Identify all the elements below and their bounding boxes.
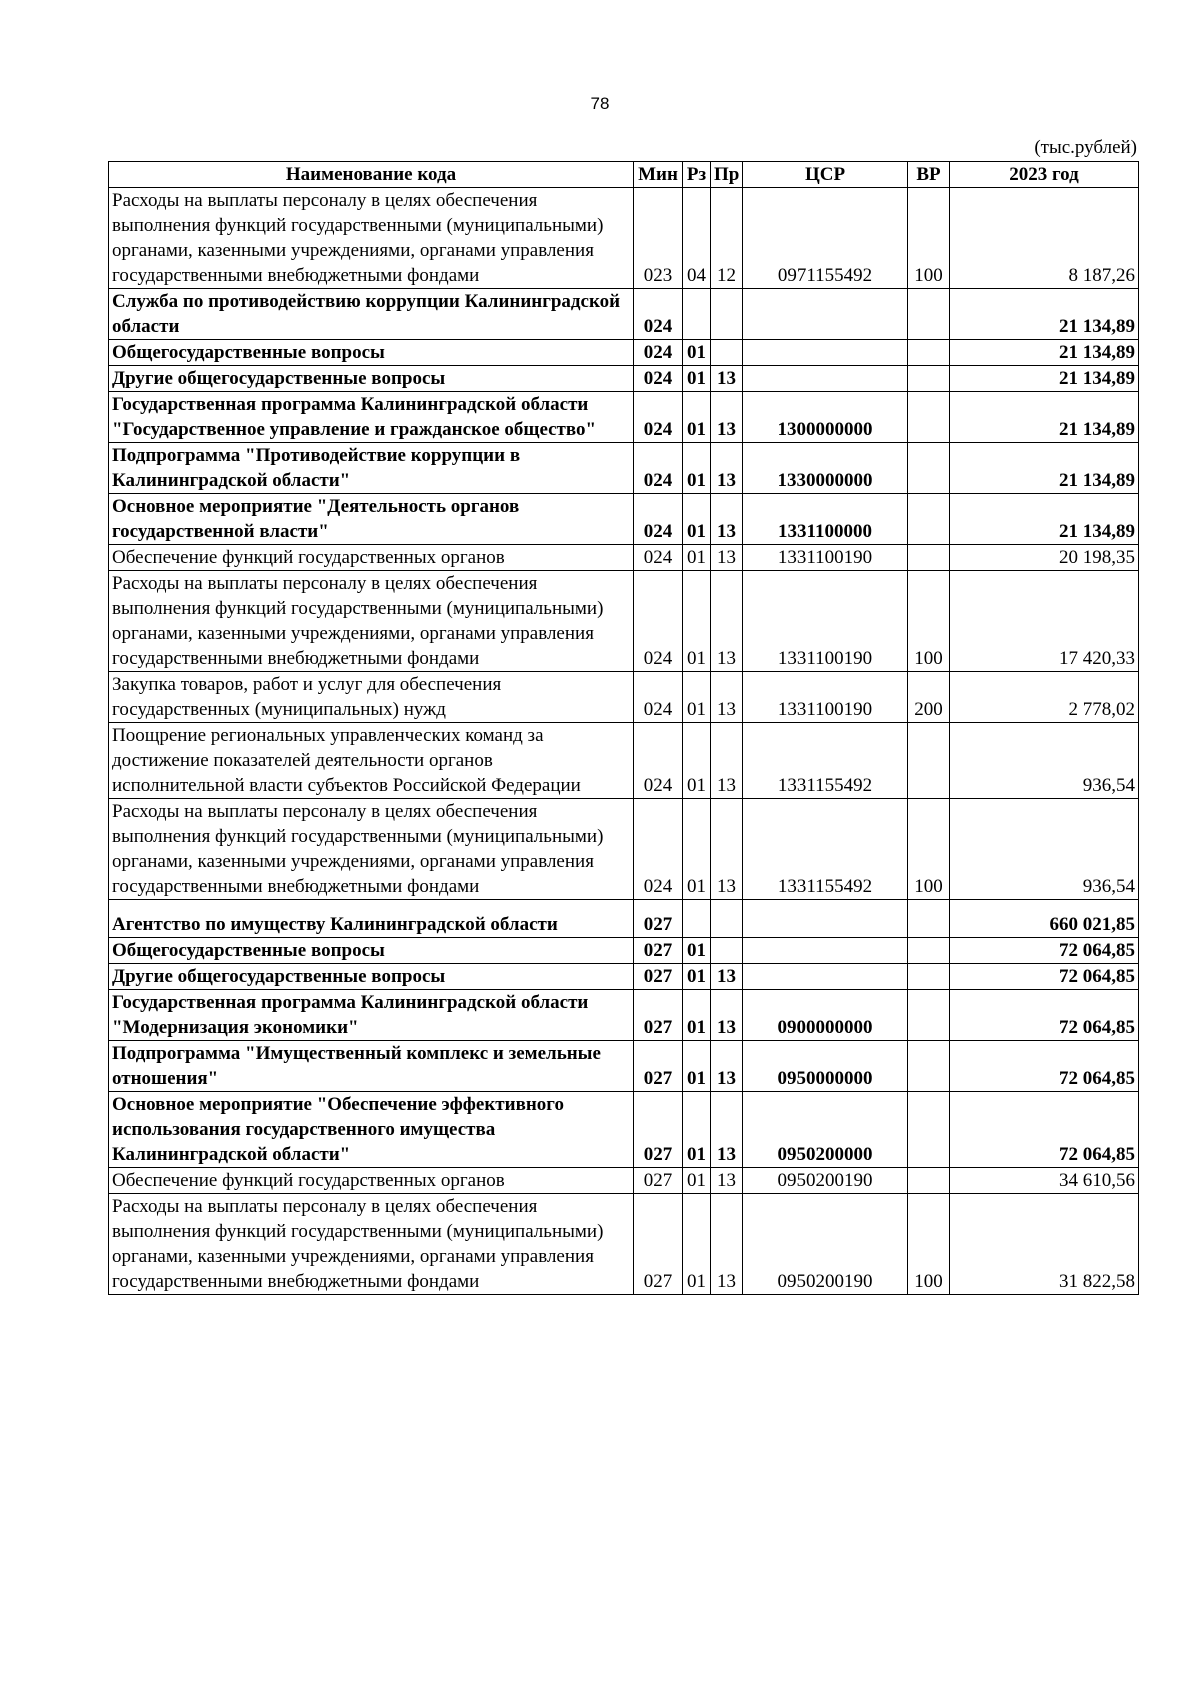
cell-csr [743,340,908,366]
cell-pr: 13 [711,1168,743,1194]
cell-min: 024 [634,340,683,366]
cell-rz: 04 [683,188,711,289]
cell-vr [908,1168,950,1194]
cell-rz: 01 [683,571,711,672]
cell-rz: 01 [683,340,711,366]
cell-name: Подпрограмма "Противодействие коррупции в Калининградской области" [109,443,634,494]
table-row [109,1168,1139,1194]
cell-csr: 1331100190 [743,672,908,723]
cell-amount: 936,54 [950,723,1139,799]
cell-csr: 0900000000 [743,990,908,1041]
cell-amount: 31 822,58 [950,1194,1139,1295]
cell-vr [908,938,950,964]
cell-pr: 13 [711,1194,743,1295]
table-header-row [109,162,1139,188]
cell-min: 024 [634,443,683,494]
cell-min: 024 [634,672,683,723]
cell-rz: 01 [683,1168,711,1194]
cell-rz: 01 [683,494,711,545]
cell-rz: 01 [683,545,711,571]
cell-vr [908,340,950,366]
cell-csr [743,938,908,964]
cell-pr [711,340,743,366]
cell-rz: 01 [683,366,711,392]
cell-name: Основное мероприятие "Деятельность органов государственной власти" [109,494,634,545]
cell-csr: 1300000000 [743,392,908,443]
cell-pr: 13 [711,443,743,494]
cell-name: Расходы на выплаты персоналу в целях обеспечения выполнения функций государственными (муниципальными) органами, казенными учреждениями, органами управления государственными внебюджетными фондами [109,571,634,672]
cell-min: 027 [634,1194,683,1295]
cell-min: 027 [634,900,683,938]
cell-pr: 13 [711,1041,743,1092]
cell-rz: 01 [683,964,711,990]
cell-amount: 936,54 [950,799,1139,900]
cell-name: Другие общегосударственные вопросы [109,964,634,990]
cell-name: Поощрение региональных управленческих команд за достижение показателей деятельности органов исполнительной власти субъектов Российской Федерации [109,723,634,799]
table-row [109,188,1139,289]
cell-rz: 01 [683,443,711,494]
cell-csr: 0950200190 [743,1194,908,1295]
table-row [109,1041,1139,1092]
cell-name: Основное мероприятие "Обеспечение эффективного использования государственного имущества Калининградской области" [109,1092,634,1168]
cell-pr: 13 [711,366,743,392]
cell-vr [908,1092,950,1168]
cell-amount: 72 064,85 [950,1041,1139,1092]
cell-pr: 13 [711,545,743,571]
cell-csr: 0950000000 [743,1041,908,1092]
cell-vr: 100 [908,1194,950,1295]
cell-csr [743,900,908,938]
cell-name: Агентство по имуществу Калининградской области [109,900,634,938]
table-row [109,672,1139,723]
cell-amount: 72 064,85 [950,964,1139,990]
cell-amount: 2 778,02 [950,672,1139,723]
units-label: (тыс.рублей) [1034,137,1137,158]
cell-vr: 100 [908,188,950,289]
cell-csr: 1331155492 [743,723,908,799]
cell-csr: 1331100000 [743,494,908,545]
cell-min: 027 [634,1041,683,1092]
cell-rz [683,289,711,340]
table-row [109,366,1139,392]
cell-csr: 1331100190 [743,545,908,571]
cell-name: Расходы на выплаты персоналу в целях обеспечения выполнения функций государственными (муниципальными) органами, казенными учреждениями, органами управления государственными внебюджетными фондами [109,1194,634,1295]
cell-pr: 12 [711,188,743,289]
cell-rz: 01 [683,1194,711,1295]
page-number: 78 [590,94,610,113]
cell-min: 023 [634,188,683,289]
cell-csr [743,964,908,990]
cell-min: 024 [634,289,683,340]
cell-amount: 72 064,85 [950,938,1139,964]
cell-amount: 34 610,56 [950,1168,1139,1194]
cell-pr: 13 [711,1092,743,1168]
header-csr: ЦСР [743,162,908,188]
cell-pr: 13 [711,392,743,443]
cell-min: 027 [634,938,683,964]
cell-rz: 01 [683,392,711,443]
table-row [109,443,1139,494]
cell-min: 027 [634,990,683,1041]
table-body [109,188,1139,1295]
cell-amount: 21 134,89 [950,443,1139,494]
cell-min: 027 [634,1168,683,1194]
cell-pr: 13 [711,494,743,545]
cell-min: 024 [634,799,683,900]
cell-rz: 01 [683,990,711,1041]
table-row [109,392,1139,443]
header-year: 2023 год [950,162,1139,188]
cell-pr [711,938,743,964]
table-row [109,990,1139,1041]
cell-amount: 21 134,89 [950,340,1139,366]
cell-vr [908,900,950,938]
cell-name: Служба по противодействию коррупции Калининградской области [109,289,634,340]
cell-csr: 0950200000 [743,1092,908,1168]
header-min: Мин [634,162,683,188]
cell-name: Государственная программа Калининградской области "Модернизация экономики" [109,990,634,1041]
cell-rz [683,900,711,938]
cell-vr [908,964,950,990]
cell-vr [908,723,950,799]
cell-vr [908,289,950,340]
cell-vr: 100 [908,571,950,672]
cell-min: 024 [634,545,683,571]
cell-amount: 17 420,33 [950,571,1139,672]
cell-min: 024 [634,366,683,392]
cell-amount: 21 134,89 [950,494,1139,545]
table-row [109,1092,1139,1168]
cell-vr [908,1041,950,1092]
table-row [109,900,1139,938]
cell-rz: 01 [683,1041,711,1092]
cell-rz: 01 [683,1092,711,1168]
cell-csr [743,366,908,392]
cell-rz: 01 [683,723,711,799]
cell-amount: 20 198,35 [950,545,1139,571]
table-row [109,938,1139,964]
cell-pr: 13 [711,672,743,723]
cell-vr: 100 [908,799,950,900]
table-row [109,723,1139,799]
cell-csr: 0971155492 [743,188,908,289]
cell-rz: 01 [683,799,711,900]
table-row [109,494,1139,545]
cell-vr: 200 [908,672,950,723]
table-row [109,799,1139,900]
cell-rz: 01 [683,672,711,723]
cell-vr [908,494,950,545]
cell-name: Государственная программа Калининградской области "Государственное управление и гражданское общество" [109,392,634,443]
cell-csr: 1330000000 [743,443,908,494]
budget-table [108,161,1139,1295]
cell-pr: 13 [711,571,743,672]
cell-csr: 1331100190 [743,571,908,672]
cell-min: 024 [634,571,683,672]
cell-amount: 21 134,89 [950,289,1139,340]
cell-amount: 21 134,89 [950,366,1139,392]
cell-name: Обеспечение функций государственных органов [109,1168,634,1194]
cell-vr [908,545,950,571]
header-name: Наименование кода [109,162,634,188]
cell-min: 027 [634,1092,683,1168]
cell-pr: 13 [711,799,743,900]
cell-amount: 660 021,85 [950,900,1139,938]
cell-name: Закупка товаров, работ и услуг для обеспечения государственных (муниципальных) нужд [109,672,634,723]
header-rz: Рз [683,162,711,188]
table-row [109,340,1139,366]
cell-vr [908,366,950,392]
cell-csr: 1331155492 [743,799,908,900]
cell-name: Общегосударственные вопросы [109,340,634,366]
cell-name: Другие общегосударственные вопросы [109,366,634,392]
cell-pr: 13 [711,964,743,990]
table-row [109,964,1139,990]
cell-vr [908,990,950,1041]
cell-name: Расходы на выплаты персоналу в целях обеспечения выполнения функций государственными (муниципальными) органами, казенными учреждениями, органами управления государственными внебюджетными фондами [109,188,634,289]
cell-amount: 72 064,85 [950,1092,1139,1168]
cell-name: Общегосударственные вопросы [109,938,634,964]
cell-pr [711,900,743,938]
table-row [109,571,1139,672]
cell-min: 024 [634,723,683,799]
cell-min: 024 [634,494,683,545]
cell-pr: 13 [711,723,743,799]
cell-amount: 8 187,26 [950,188,1139,289]
cell-vr [908,443,950,494]
cell-rz: 01 [683,938,711,964]
cell-csr: 0950200190 [743,1168,908,1194]
table-row [109,545,1139,571]
cell-amount: 72 064,85 [950,990,1139,1041]
cell-pr [711,289,743,340]
cell-name: Расходы на выплаты персоналу в целях обеспечения выполнения функций государственными (муниципальными) органами, казенными учреждениями, органами управления государственными внебюджетными фондами [109,799,634,900]
cell-name: Подпрограмма "Имущественный комплекс и земельные отношения" [109,1041,634,1092]
cell-min: 024 [634,392,683,443]
cell-pr: 13 [711,990,743,1041]
cell-name: Обеспечение функций государственных органов [109,545,634,571]
table-row [109,1194,1139,1295]
header-pr: Пр [711,162,743,188]
header-vr: ВР [908,162,950,188]
table-row [109,289,1139,340]
cell-vr [908,392,950,443]
cell-csr [743,289,908,340]
cell-amount: 21 134,89 [950,392,1139,443]
cell-min: 027 [634,964,683,990]
